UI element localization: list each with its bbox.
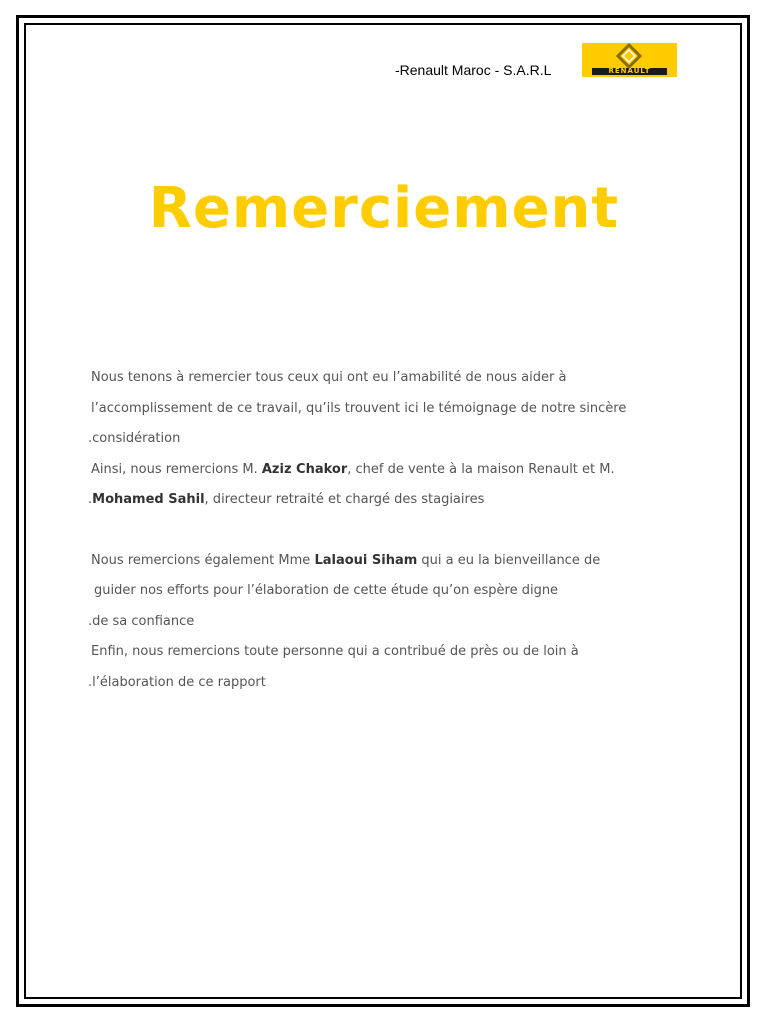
paragraph4-line2: .l’élaboration de ce rapport [88,674,266,690]
paragraph-spacer [88,516,688,546]
company-header: -Renault Maroc - S.A.R.L [395,62,552,78]
paragraph2-line2-text-a: . [88,492,93,507]
name-lalaoui-siham: Lalaoui Siham [314,552,418,568]
logo-wordmark: RENAULT [608,67,651,75]
paragraph4-line1: Enfin, nous remercions toute personne qui a contribué de près ou de loin à [91,644,579,659]
renault-logo [582,43,677,77]
paragraph1-line2: l’accomplissement de ce travail, qu’ils trouvent ici le témoignage de notre sincère [91,400,627,416]
acknowledgement-body [88,363,688,698]
paragraph3-line1 [88,546,688,577]
paragraph3-line1-text-b: qui a eu la bienveillance de [417,552,601,568]
name-mohamed-sahil: Mohamed Sahil [92,492,205,507]
paragraph2-line2-text-b: , directeur retraité et chargé des stagiaires [204,492,485,507]
paragraph2-line1 [88,455,688,486]
page-title: Remerciement [148,176,620,241]
paragraph3-line2: guider nos efforts pour l’élaboration de cette étude qu’on espère digne [94,583,559,598]
paragraph2-line1-text-b: , chef de vente à la maison Renault et M. [347,461,615,477]
paragraph1-line3: .considération [88,431,181,446]
paragraph3-line1-text-a: Nous remercions également Mme [91,552,315,568]
paragraph1-line1: Nous tenons à remercier tous ceux qui ont eu l’amabilité de nous aider à [91,370,567,385]
paragraph2-line1-text-a: Ainsi, nous remercions M. [91,461,262,477]
paragraph3-line3: .de sa confiance [88,613,195,629]
paragraph2-line2 [88,485,688,516]
name-aziz-chakor: Aziz Chakor [261,461,348,477]
